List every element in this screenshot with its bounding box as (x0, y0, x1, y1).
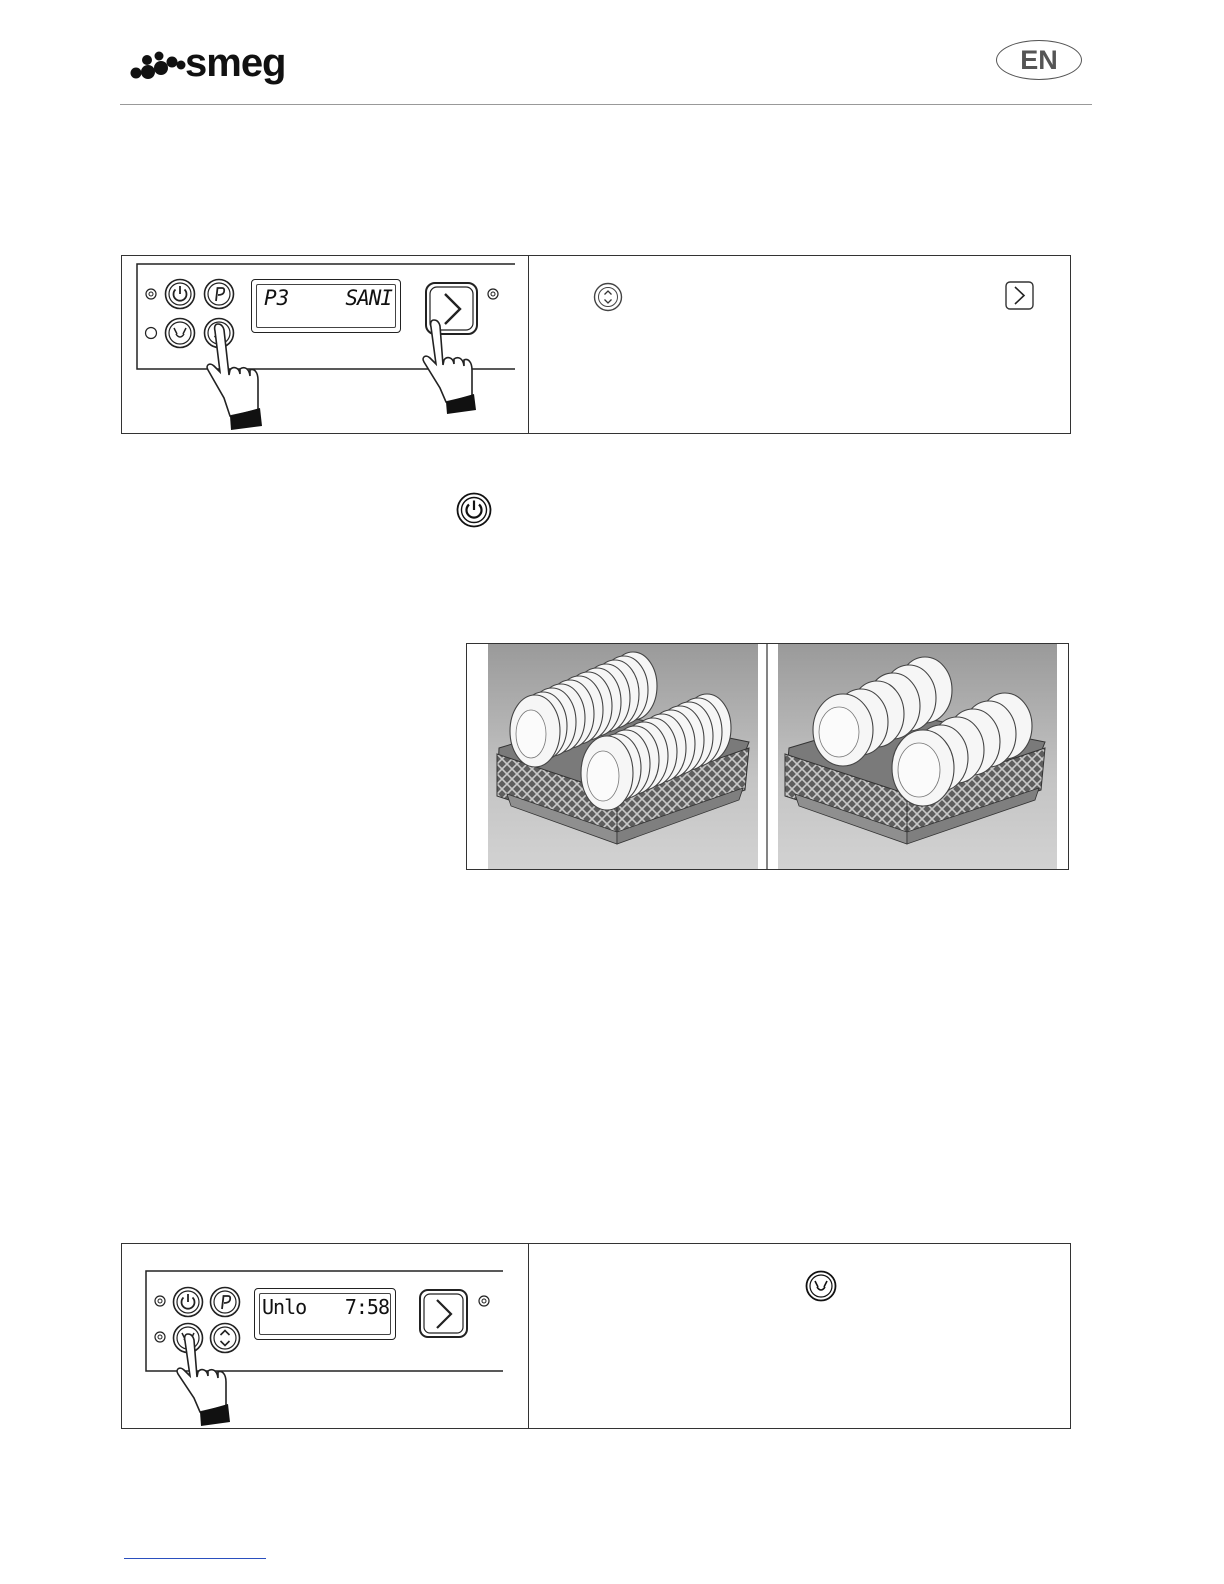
power-button[interactable] (172, 1286, 204, 1318)
display-program-code: P3 (264, 286, 290, 310)
table-cell-divider (528, 256, 529, 433)
door-unlock-button[interactable] (164, 317, 196, 349)
display-status: Unlo (262, 1295, 307, 1319)
display-program-name: SANI (345, 286, 392, 310)
program-button[interactable] (203, 278, 235, 310)
door-unlock-icon (805, 1270, 837, 1302)
program-button[interactable] (209, 1286, 241, 1318)
panel-display (254, 1288, 396, 1340)
header-divider (120, 104, 1092, 105)
power-button[interactable] (164, 278, 196, 310)
language-badge: EN (996, 40, 1082, 80)
smeg-logo (128, 40, 298, 86)
pointing-hand-icon (416, 318, 482, 418)
start-chevron-icon (1005, 281, 1034, 310)
step-table-select-program (121, 255, 1071, 434)
pointing-hand-icon (174, 1332, 236, 1430)
brand-name: smeg (185, 41, 286, 85)
start-button[interactable] (418, 1288, 470, 1340)
smeg-dots-icon (128, 48, 186, 80)
panel-display (251, 279, 401, 333)
display-time: 7:58 (344, 1295, 389, 1319)
step-table-door-unlock (121, 1243, 1071, 1429)
table-cell-divider (528, 1244, 529, 1428)
dish-rack-figure (466, 643, 1069, 870)
pointing-hand-icon (200, 322, 266, 434)
footer-link-underline[interactable] (124, 1558, 266, 1559)
updown-icon (593, 282, 623, 312)
dish-rack-illustrations (467, 644, 1068, 869)
power-icon (456, 492, 492, 528)
